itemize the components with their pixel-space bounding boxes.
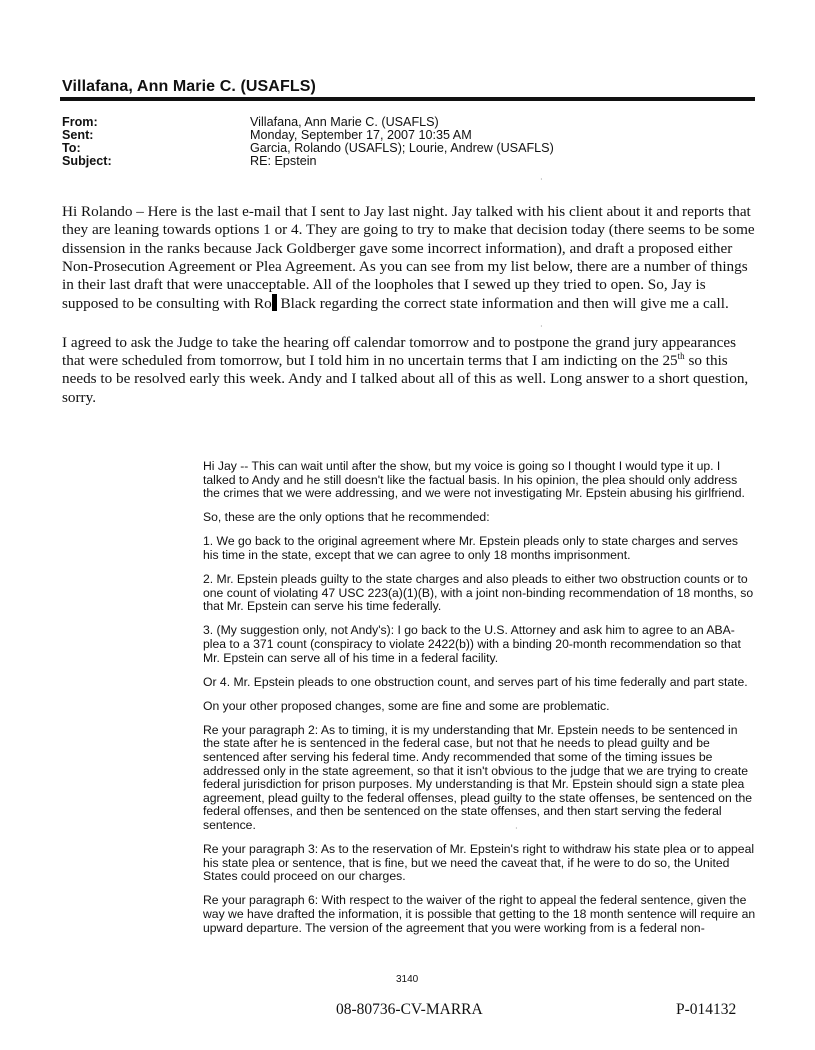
sent-label: Sent: [62, 128, 94, 142]
to-label: To: [62, 141, 81, 155]
quoted-greeting: Hi Jay -- This can wait until after the show, but my voice is going so I thought I would type it up. I talked to Andy and he still doesn't like the factual basis. In his opinion, the plea should only address the crimes that we were addressing, and we were not investigating Mr. Epstein abusing his girlfriend. [203, 459, 745, 501]
page-number: 3140 [396, 974, 419, 985]
quoted-paragraph-2-response: Re your paragraph 2: As to timing, it is my understanding that Mr. Epstein needs to be sentenced in the state after he is sentenced in the federal case, but not that he needs to plead guilty and be sentenced after serving his federal time. Andy recommended that some of the timing issues be addressed only in the state agreement, so that it isn't obvious to the judge that we are trying to create federal jurisdiction for prison purposes. My understanding is that Mr. Epstein should sign a state plea agreement, plead guilty to the federal offenses, plead guilty to the state offenses, be sentenced on the federal offenses, and then be sentenced on the state offenses, and then start serving the federal sentence. [203, 722, 753, 832]
bates-number: P-014132 [676, 1001, 737, 1018]
case-number: 08-80736-CV-MARRA [336, 1001, 483, 1018]
body-paragraph-1-text-continued: Black regarding the correct state information and then will give me a call. [276, 295, 729, 313]
body-paragraph-1-text: Hi Rolando – Here is the last e-mail that I sent to Jay last night. Jay talked with his client about it and reports that they are leaning towards options 1 or 4. They are going to try to make that decision today (there seems to be some dissension in the ranks because Jack Goldberger gave some incorrect information), and draft a proposed either Non-Prosecution Agreement or Plea Agreement. As you can see from my list below, there are a number of things in their last draft that were unacceptable. All of the loopholes that I sewed up they tried to open. So, Jay is supposed to be consulting with Ro [62, 203, 755, 313]
body-paragraph-2 [62, 334, 762, 407]
quoted-options-intro: So, these are the only options that he recommended: [203, 510, 490, 525]
sent-value: Monday, September 17, 2007 10:35 AM [250, 128, 472, 142]
from-value: Villafana, Ann Marie C. (USAFLS) [250, 115, 439, 129]
subject-row [62, 155, 554, 168]
quoted-option-2: 2. Mr. Epstein pleads guilty to the state charges and also pleads to either two obstruction counts or to one count of violating 47 USC 223(a)(1)(B), with a joint non-binding recommendation of 18 months, so that Mr. Epstein can serve his time federally. [203, 572, 754, 614]
title-divider [60, 97, 755, 101]
quoted-option-3: 3. (My suggestion only, not Andy's): I go back to the U.S. Attorney and ask him to agree to an ABA-plea to a 371 count (conspiracy to violate 2422(b)) with a binding 20-month recommendation so that Mr. Epstein can serve all of his time in a federal facility. [203, 623, 741, 665]
subject-value: RE: Epstein [250, 154, 317, 168]
from-label: From: [62, 115, 98, 129]
quoted-changes-intro: On your other proposed changes, some are fine and some are problematic. [203, 698, 610, 713]
ordinal-superscript: th [677, 351, 685, 362]
quoted-email [203, 460, 756, 946]
body-paragraph-2-text-continued: so this needs to be resolved early this week. Andy and I talked about all of this as well. Long answer to a short question, sorry. [62, 352, 749, 406]
subject-label: Subject: [62, 154, 112, 168]
quoted-paragraph-3-response: Re your paragraph 3: As to the reservation of Mr. Epstein's right to withdraw his state plea or to appeal his state plea or sentence, that is fine, but we need the caveat that, if he were to do so, the United States could proceed on our charges. [203, 842, 755, 884]
quoted-option-1: 1. We go back to the original agreement where Mr. Epstein pleads only to state charges and serves his time in the state, except that we can agree to only 18 months imprisonment. [203, 534, 738, 562]
scan-artifact: · [515, 824, 518, 833]
quoted-option-4: Or 4. Mr. Epstein pleads to one obstruction count, and serves part of his time federally and part state. [203, 674, 748, 689]
email-sender-title: Villafana, Ann Marie C. (USAFLS) [62, 78, 316, 95]
scan-artifact: · [540, 175, 543, 184]
scan-artifact: · [540, 322, 543, 331]
quoted-paragraph-6-response: Re your paragraph 6: With respect to the waiver of the right to appeal the federal sentence, given the way we have drafted the information, it is possible that getting to the 18 month sentence will require an upward departure. The version of the agreement that you were working from is a federal non- [203, 893, 756, 935]
email-header [62, 116, 554, 168]
email-body [62, 203, 762, 427]
to-value: Garcia, Rolando (USAFLS); Lourie, Andrew (USAFLS) [250, 141, 554, 155]
body-paragraph-2-text: I agreed to ask the Judge to take the hearing off calendar tomorrow and to postpone the grand jury appearances that were scheduled from tomorrow, but I told him in no uncertain terms that I am indicting on the 25 [62, 333, 737, 370]
body-paragraph-1 [62, 203, 762, 314]
